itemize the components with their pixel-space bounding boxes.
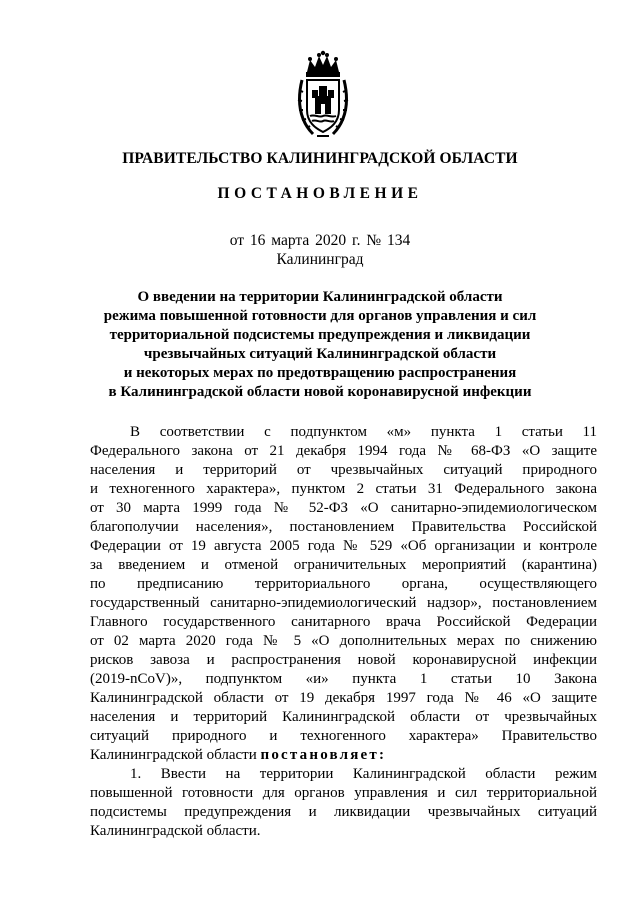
item-1-line: подсистемы предупреждения и ликвидации чрезвычайных ситуаций [90, 804, 597, 820]
body-line: В соответствии с подпунктом «м» пункта 1 статьи 11 [130, 424, 597, 440]
body-line: Главного государственного санитарного врача Российской Федерации [90, 614, 597, 630]
document-subject [90, 288, 550, 402]
government-title: ПРАВИТЕЛЬСТВО КАЛИНИНГРАДСКОЙ ОБЛАСТИ [122, 150, 518, 167]
body-line: Калининградской области от 19 декабря 1997 года № 46 «О защите [90, 690, 597, 706]
subject-line: в Калининградской области новой коронавирусной инфекции [108, 384, 532, 400]
body-line: ситуаций природного и техногенного характера» Правительство [90, 728, 597, 744]
item-1-line: Калининградской области. [90, 823, 261, 839]
decree-line [90, 746, 597, 765]
subject-line: и некоторых мерах по предотвращению распространения [123, 365, 517, 381]
body-line: и техногенного характера», пунктом 2 статьи 31 Федерального закона [90, 481, 597, 497]
subject-line: О введении на территории Калининградской области [137, 289, 503, 305]
body-line: за введением и отменой ограничительных мероприятий (карантина) [90, 557, 597, 573]
body-line: (2019-nCoV)», подпунктом «и» пункта 1 статьи 10 Закона [90, 671, 597, 687]
subject-line: режима повышенной готовности для органов управления и сил [103, 308, 537, 324]
body-line: от 30 марта 1999 года № 52-ФЗ «О санитарно-эпидемиологическом [90, 500, 597, 516]
item-1-line: повышенной готовности для органов управления и сил территориальной [90, 785, 597, 801]
body-line: населения и территорий от чрезвычайных ситуаций природного [90, 462, 597, 478]
item-1-line: 1. Ввести на территории Калининградской области режим [130, 766, 597, 782]
body-line: Федерального закона от 21 декабря 1994 года № 68-ФЗ «О защите [90, 443, 597, 459]
body-line: государственный санитарно-эпидемиологический надзор», постановлением [90, 595, 597, 611]
date-and-number: от 16 марта 2020 г. № 134 [229, 232, 411, 249]
body-line: населения и территорий Калининградской области от чрезвычайных [90, 709, 597, 725]
document-type: ПОСТАНОВЛЕНИЕ [217, 185, 423, 202]
body-line: Федерации от 19 августа 2005 года № 529 «Об организации и контроле [90, 538, 597, 554]
document-body [90, 423, 597, 841]
subject-line: чрезвычайных ситуаций Калининградской области [143, 346, 497, 362]
city: Калининград [276, 251, 364, 268]
body-line: рисков завоза и распространения новой коронавирусной инфекции [90, 652, 597, 668]
subject-line: территориальной подсистемы предупреждения и ликвидации [109, 327, 531, 343]
body-line: от 02 марта 2020 года № 5 «О дополнительных мерах по снижению [90, 633, 597, 649]
coat-of-arms-icon [293, 50, 353, 140]
decree-line-start: Калининградской области [90, 747, 261, 763]
decree-word: постановляет: [260, 747, 387, 763]
body-line: благополучии населения», постановлением Правительства Российской [90, 519, 597, 535]
body-line: по предписанию территориального органа, осуществляющего [90, 576, 597, 592]
